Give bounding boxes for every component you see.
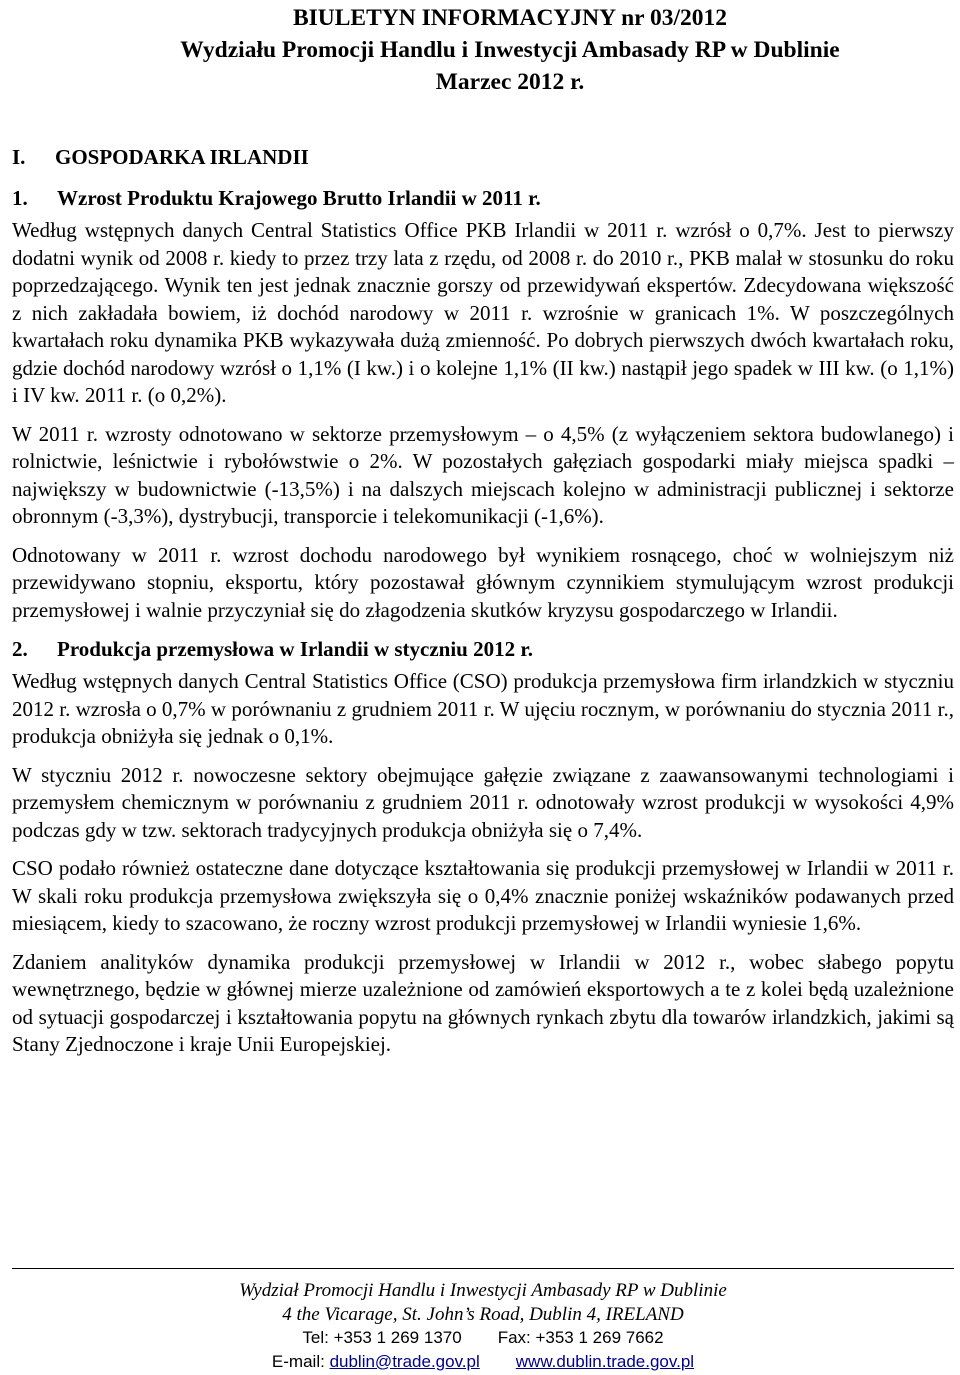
bulletin-title: BIULETYN INFORMACYJNY nr 03/2012 xyxy=(292,5,728,31)
section-heading xyxy=(12,143,954,171)
document-header xyxy=(60,0,960,98)
section-title: GOSPODARKA IRLANDII xyxy=(55,145,309,169)
document-body xyxy=(12,143,954,1070)
issue-date: Marzec 2012 r. xyxy=(435,69,585,95)
email-link[interactable]: dublin@trade.gov.pl xyxy=(329,1351,480,1371)
subsection-1-heading xyxy=(12,184,954,212)
section-number: I. xyxy=(12,145,26,169)
paragraph-sectors: W 2011 r. wzrosty odnotowano w sektorze przemysłowym – o 4,5% (z wyłączeniem sektora budowlanego) i rolnictwie, leśnictwie i rybołówstwie o 2%. W pozostałych gałęziach gospodarki miały miejsca spadki – największy w budownictwie (-13,5%) i na dalszych miejscach kolejno w administracji publicznej i sektorze obronnym (-3,3%), dystrybucji, transporcie i telekomunikacji (-1,6%). xyxy=(12,421,954,528)
subsection-2-heading xyxy=(12,635,954,663)
subsection-2-title: Produkcja przemysłowa w Irlandii w styczniu 2012 r. xyxy=(57,637,534,661)
footer-email-label: E-mail: xyxy=(271,1351,325,1371)
website-link[interactable]: www.dublin.trade.gov.pl xyxy=(515,1351,695,1371)
footer-organization: Wydział Promocji Handlu i Inwestycji Ambasady RP w Dublinie xyxy=(239,1280,727,1301)
footer-address: 4 the Vicarage, St. John’s Road, Dublin 4, IRELAND xyxy=(282,1303,684,1325)
subsection-1-number: 1. xyxy=(12,186,28,210)
paragraph-gdp-growth: Według wstępnych danych Central Statistics Office PKB Irlandii w 2011 r. wzrósł o 0,7%. Jest to pierwszy dodatni wynik od 2008 r. kiedy to przez trzy lata z rzędu, od 2008 r. do 2010 r., PKB malał w stosunku do roku poprzedzającego. Wynik ten jest jednak znacznie gorszy od przewidywań ekspertów. Zdecydowana większość z nich zakładała bowiem, iż dochód narodowy w 2011 r. wzrośnie w granicach 1%. W poszczególnych kwartałach roku dynamika PKB wykazywała dużą zmienność. Po dobrych pierwszych dwóch kwartałach roku, gdzie dochód narodowy wzrósł o 1,1% (I kw.) i o kolejne 1,1% (II kw.) nastąpił jego spadek w III kw. (o 1,1%) i IV kw. 2011 r. (o 0,2%). xyxy=(12,218,954,407)
subsection-2-number: 2. xyxy=(12,637,28,661)
paragraph-export: Odnotowany w 2011 r. wzrost dochodu narodowego był wynikiem rosnącego, choć w wolniejszym niż przewidywano stopniu, eksportu, który pozostawał głównym czynnikiem stymulującym wzrost produkcji przemysłowej i walnie przyczyniał się do złagodzenia skutków kryzysu gospodarczego w Irlandii. xyxy=(12,542,954,622)
subsection-1-title: Wzrost Produktu Krajowego Brutto Irlandii w 2011 r. xyxy=(57,186,541,210)
document-footer xyxy=(12,1268,954,1373)
footer-tel: Tel: +353 1 269 1370 xyxy=(302,1328,462,1347)
footer-contact-links xyxy=(12,1350,954,1374)
paragraph-modern-sectors: W styczniu 2012 r. nowoczesne sektory obejmujące gałęzie związane z zaawansowanymi technologiami i przemysłem chemicznym w porównaniu z grudniem 2011 r. odnotowały wzrost produkcji w wysokości 4,9% podczas gdy w tzw. sektorach tradycyjnych produkcja obniżyła się o 7,4%. xyxy=(12,762,954,842)
paragraph-analysts: Zdaniem analityków dynamika produkcji przemysłowej w Irlandii w 2012 r., wobec słabego popytu wewnętrznego, będzie w głównej mierze uzależnione od zamówień eksportowych a te z kolei będą uzależnione od sytuacji gospodarczej i kształtowania popytu na głównych rynkach zbytu dla towarów irlandzkich, jakimi są Stany Zjednoczone i kraje Unii Europejskiej. xyxy=(12,949,954,1056)
footer-fax: Fax: +353 1 269 7662 xyxy=(497,1328,664,1347)
paragraph-industrial-production: Według wstępnych danych Central Statistics Office (CSO) produkcja przemysłowa firm irlandzkich w styczniu 2012 r. wzrosła o 0,7% w porównaniu z grudniem 2011 r. W ujęciu rocznym, w porównaniu do stycznia 2011 r., produkcja obniżyła się jednak o 0,1%. xyxy=(12,669,954,748)
paragraph-final-data: CSO podało również ostateczne dane dotyczące kształtowania się produkcji przemysłowej w Irlandii w 2011 r. W skali roku produkcja przemysłowa zwiększyła się o 0,4% znacznie poniżej wskaźników podawanych przed miesiącem, kiedy to szacowano, że roczny wzrost produkcji przemysłowej w Irlandii wyniesie 1,6%. xyxy=(12,856,954,935)
footer-phone-fax xyxy=(12,1326,954,1350)
department-name: Wydziału Promocji Handlu i Inwestycji Ambasady RP w Dublinie xyxy=(180,37,840,63)
